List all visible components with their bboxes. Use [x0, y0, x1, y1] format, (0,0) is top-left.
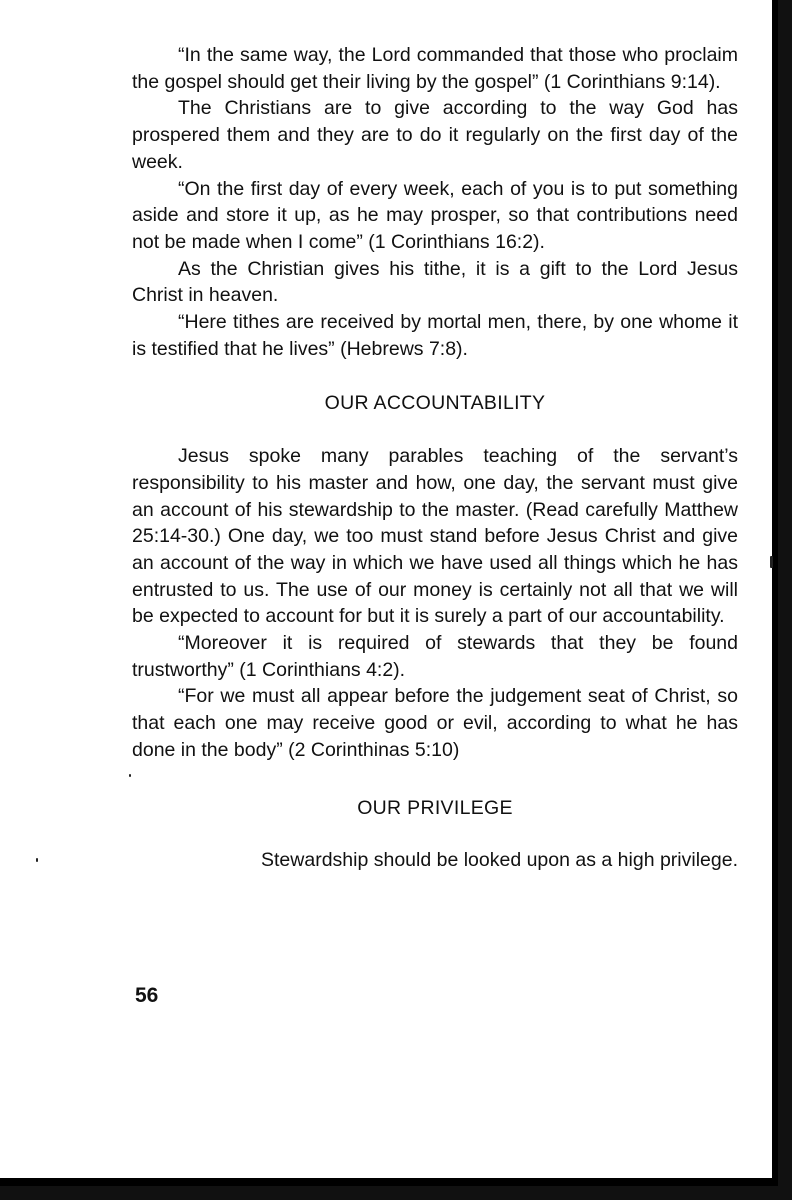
privilege-paragraph-1: Stewardship should be looked upon as a high privilege. — [261, 849, 738, 872]
paragraph-4: As the Christian gives his tithe, it is a gift to the Lord Jesus Christ in heaven. — [132, 257, 738, 307]
accountability-paragraph-2: “Moreover it is required of stewards that they be found trustworthy” (1 Corinthians 4:2). — [132, 632, 738, 681]
scan-speck — [770, 556, 773, 568]
heading-our-privilege: OUR PRIVILEGE — [357, 796, 513, 819]
paragraph-3: “On the first day of every week, each of you is to put something aside and store it up, as he may prosper, so that contributions need not be made when I come” (1 Corinthians 16:2). — [132, 177, 738, 253]
scan-speck — [129, 774, 131, 777]
heading-our-accountability: OUR ACCOUNTABILITY — [324, 392, 546, 415]
paragraph-1: “In the same way, the Lord commanded that those who proclaim the gospel should get their living by the gospel” (1 Corinthians 9:14). — [132, 44, 738, 93]
scan-speck — [36, 858, 38, 862]
accountability-paragraph-3: “For we must all appear before the judgement seat of Christ, so that each one may receive good or evil, according to what he has done in the body” (2 Corinthinas 5:10) — [132, 685, 738, 761]
paragraph-2: The Christians are to give according to the way God has prospered them and they are to do it regularly on the first day of the week. — [132, 97, 738, 173]
paragraph-5: “Here tithes are received by mortal men, there, by one whome it is testified that he lives” (Hebrews 7:8). — [132, 311, 738, 360]
accountability-paragraph-1: Jesus spoke many parables teaching of the servant’s responsibility to his master and how, one day, the servant must give an account of his stewardship to the master. (Read carefully Matthew 25:14-30.) One day, we too must stand before Jesus Christ and give an account of the way in which we have used all things which he has entrusted to us. The use of our money is certainly not all that we will be expected to account for but it is surely a part of our accountability. — [132, 445, 738, 628]
page-number: 56 — [135, 984, 159, 1007]
page-body — [132, 42, 738, 874]
